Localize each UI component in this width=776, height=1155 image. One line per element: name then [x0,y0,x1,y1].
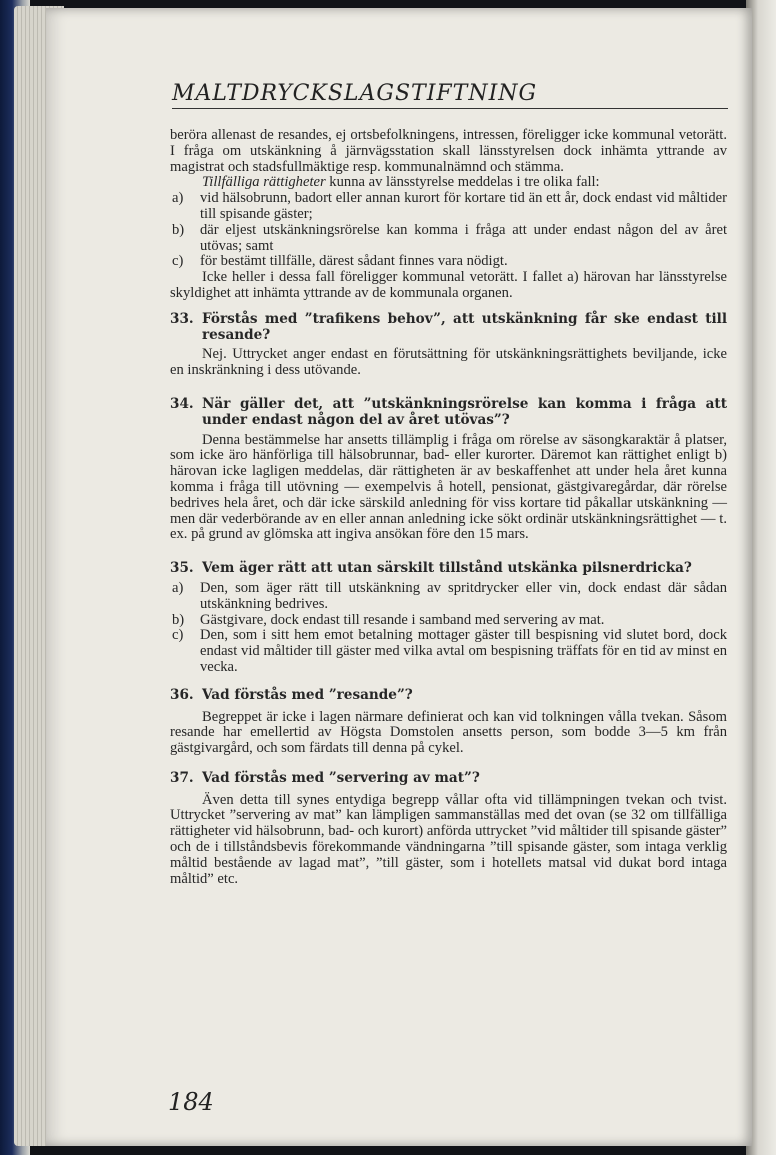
page-number: 184 [168,1088,214,1116]
list-text: vid hälsobrunn, badort eller annan kurort för kortare tid än ett år, dock endast vid måltider till spisande gäster; [200,190,727,222]
answer-34: Denna bestämmelse har ansetts tillämplig i fråga om rörelse av säsongkaraktär å platser, som icke äro hänförliga till hälsobrunnar, bad- eller kurorter. Däremot kan rättighet enligt b) härovan icke lagligen meddelas, där rättigheten är av beskaffenhet att under hela året kunna komma i fråga till utövning — exempelvis å hotell, pensionat, gästgivaregårdar, där rörelse bedrives hela året, och där icke särskild anledning för viss kortare tid påkallar utskänkning — men där vederbörande av en eller annan anledning icke sökt ordinär utskänkningsrättighet — t. ex. på grund av glömska att ingiva ansökan före den 15 mars. [170,431,727,543]
answer-35-item-a [170,581,727,613]
answer-33: Nej. Uttrycket anger endast en förutsättning för utskänkningsrättighets beviljande, icke en inskränkning i dess utövande. [170,346,727,379]
intro-list-item-c [170,254,727,270]
intro-paragraph-2-text: kunna av länsstyrelse meddelas i tre olika fall: [325,174,600,191]
running-header [172,74,728,109]
question-text: Vem äger rätt att utan särskilt tillstånd utskänka pilsnerdricka? [202,560,692,577]
question-33 [170,312,727,344]
list-text: Den, som äger rätt till utskänkning av spritdrycker eller vin, dock endast där sådan utskänkning bedrives. [200,579,727,612]
question-37 [170,771,727,787]
intro-paragraph-1: beröra allenast de resandes, ej ortsbefolkningens, intressen, föreligger icke kommunal vetorätt. I fråga om utskänkning å järnvägsstation skall länsstyrelsen dock inhämta yttrande av magistrat och stadsfullmäktige resp. kommunalnämnd och stämma. [170,127,727,175]
answer-37: Även detta till synes entydiga begrepp vållar ofta vid tillämpningen tvekan och tvist. Uttrycket ”servering av mat” kan lämpligen sammanställas med det ovan (se 32 om tillfälliga rättigheter vid hälsobrunn, bad- och kurort) anförda uttrycket ”vid måltider till spisande gäster” och de i tillståndsbevis förekommande vändningarna ”till spisande gäster, som intaga verklig måltid bestående av lagad mat”, ”till gäster, som i hotellets matsal vid dukat bord intaga måltid” etc. [170,791,727,887]
question-number: 35. [170,560,194,577]
intro-paragraph-2 [170,175,727,191]
list-label: a) [172,579,184,596]
question-number: 33. [170,310,194,327]
header-title: MALTDRYCKSLAGSTIFTNING [172,81,538,106]
intro-paragraph-3: Icke heller i dessa fall föreligger kommunal vetorätt. I fallet a) härovan har länsstyrelse skyldighet att inhämta yttrande av de kommunala organen. [170,269,727,301]
question-text: Vad förstås med ”resande”? [202,686,413,703]
list-text: Gästgivare, dock endast till resande i samband med servering av mat. [200,611,605,628]
list-label: c) [172,253,184,270]
question-number: 34. [170,395,194,412]
intro-list-item-b [170,223,727,255]
intro-list-item-a [170,191,727,223]
question-number: 37. [170,769,194,786]
list-label: c) [172,627,184,644]
list-text: för bestämt tillfälle, därest sådant finnes vara nödigt. [200,253,508,270]
question-text: Vad förstås med ”servering av mat”? [202,769,480,786]
page-content [170,128,727,887]
answer-35-item-b [170,613,727,629]
list-label: b) [172,221,185,238]
list-text: Den, som i sitt hem emot betalning mottager gäster till bespisning vid slutet bord, dock endast vid måltider till gäster med vilka avtal om bespisning träffats för en tid av minst en vecka. [200,627,727,675]
question-34 [170,397,727,429]
answer-35-item-c [170,628,727,675]
intro-italic-term: Tillfälliga rättigheter [202,174,326,191]
list-label: a) [172,190,184,207]
question-number: 36. [170,686,194,703]
list-label: b) [172,611,185,628]
answer-36: Begreppet är icke i lagen närmare definierat och kan vid tolkningen vålla tvekan. Såsom resande har emellertid av Högsta Domstolen ansetts person, som bodde 3—5 km från gästgivargård, och som färdats till denna på cykel. [170,708,727,757]
question-text: När gäller det, att ”utskänkningsrörelse kan komma i fråga att under endast någon del av året utövas”? [202,395,727,428]
question-36 [170,688,727,704]
list-text: där eljest utskänkningsrörelse kan komma i fråga att under endast någon del av året utövas; samt [200,221,727,254]
question-35 [170,561,727,577]
question-text: Förstås med ”trafikens behov”, att utskänkning får ske endast till resande? [202,310,727,343]
